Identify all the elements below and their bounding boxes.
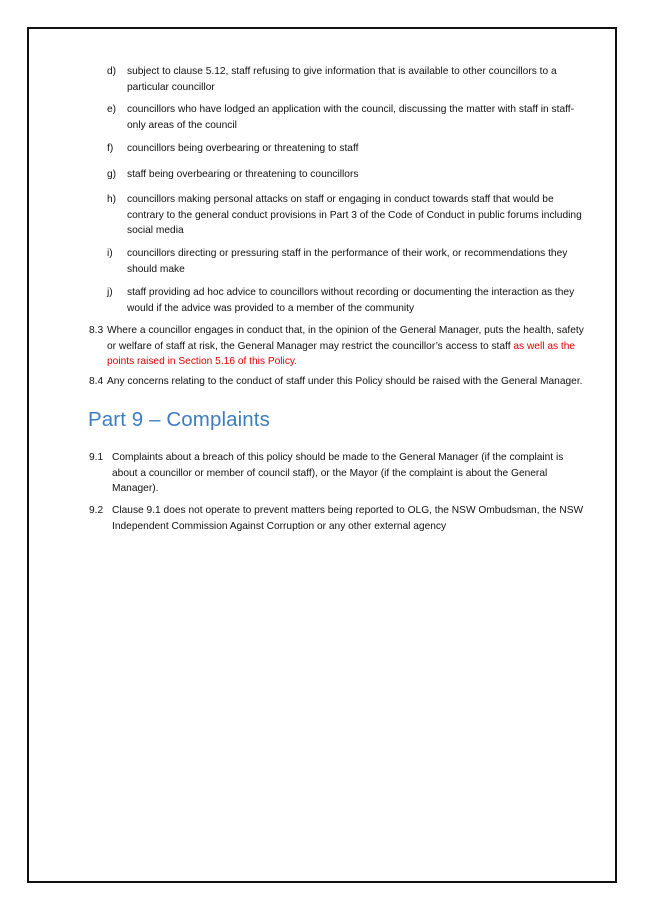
- clause-text: Any concerns relating to the conduct of staff under this Policy should be raised with the General Manager.: [107, 376, 583, 387]
- clause-text-main: Where a councillor engages in conduct that, in the opinion of the General Manager, puts the health, safety or welfare of staff at risk, the General Manager may restrict the councillor’s access to staff: [107, 325, 584, 352]
- list-item-letter: g): [107, 169, 117, 180]
- clause-number: 9.2: [89, 505, 104, 516]
- list-item-letter: d): [107, 66, 117, 77]
- list-item-text: councillors directing or pressuring staff in the performance of their work, or recommendations they should make: [127, 248, 568, 275]
- clause-text-highlight: as well as the points raised in Section 5.16 of this Policy.: [107, 340, 576, 367]
- clause-number: 8.3: [89, 325, 104, 336]
- list-item-text: councillors being overbearing or threatening to staff: [127, 143, 359, 154]
- clause-number: 9.1: [89, 452, 104, 463]
- list-item-letter: e): [107, 104, 117, 115]
- list-item-i: [107, 246, 582, 277]
- list-item-h: [107, 192, 582, 239]
- clause-number: 8.4: [89, 376, 104, 387]
- list-item-text: councillors who have lodged an application with the council, discussing the matter with staff in staff-only areas of the council: [127, 104, 574, 131]
- page-content: [29, 29, 615, 881]
- list-item-text: staff being overbearing or threatening to councillors: [127, 169, 359, 180]
- clause-text: Complaints about a breach of this policy should be made to the General Manager (if the complaint is about a councillor or member of council staff), or the Mayor (if the complaint is about the General Manager).: [112, 452, 564, 494]
- document-page: [27, 27, 617, 883]
- list-item-letter: h): [107, 194, 117, 205]
- clause-8-4: [89, 374, 589, 390]
- list-item-letter: f): [107, 143, 114, 154]
- list-item-e: [107, 102, 582, 133]
- clause-8-3: [89, 323, 589, 370]
- list-item-g: [107, 167, 582, 183]
- list-item-f: [107, 141, 582, 157]
- section-heading: Part 9 – Complaints: [88, 408, 270, 431]
- list-item-letter: j): [107, 287, 113, 298]
- list-item-letter: i): [107, 248, 113, 259]
- list-item-text: councillors making personal attacks on staff or engaging in conduct towards staff that would be contrary to the general conduct provisions in Part 3 of the Code of Conduct in public forums including social media: [127, 194, 582, 236]
- list-item-text: subject to clause 5.12, staff refusing to give information that is available to other councillors to a particular councillor: [127, 66, 557, 93]
- clause-text: [107, 323, 589, 370]
- list-item-j: [107, 285, 582, 316]
- clause-9-1: [89, 450, 589, 497]
- list-item-d: [107, 64, 582, 95]
- clause-text: Clause 9.1 does not operate to prevent matters being reported to OLG, the NSW Ombudsman, the NSW Independent Commission Against Corruption or any other external agency: [112, 505, 584, 532]
- list-item-text: staff providing ad hoc advice to councillors without recording or documenting the interaction as they would if the advice was provided to a member of the community: [127, 287, 575, 314]
- clause-9-2: [89, 503, 589, 534]
